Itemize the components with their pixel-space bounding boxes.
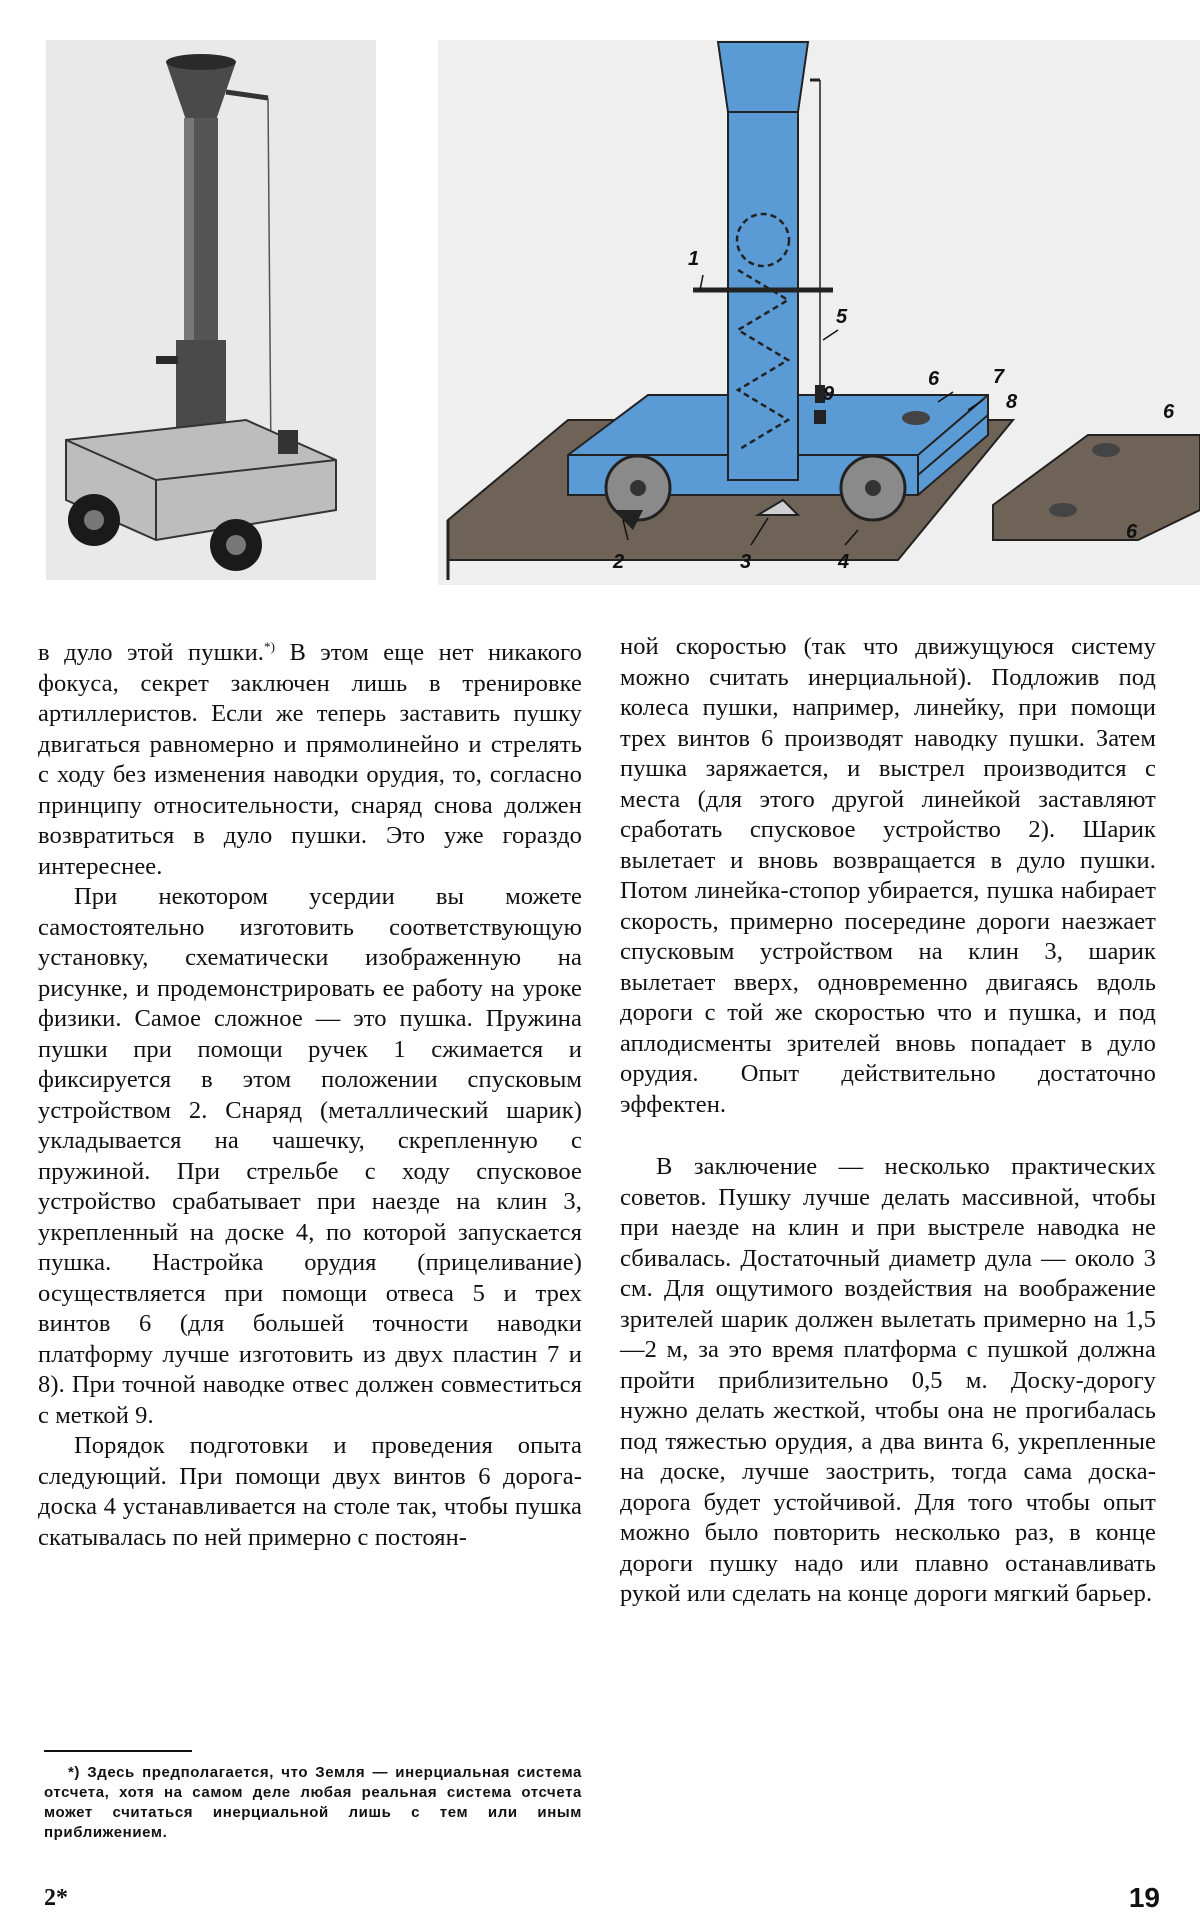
left-paragraph-1 (38, 632, 582, 882)
footnote-marker: *) (264, 639, 276, 654)
label-3: 3 (740, 551, 752, 573)
left-column (38, 632, 582, 1553)
left-paragraph-3: Порядок подготовки и проведения опыта следующий. При помощи двух винтов 6 дорога-доска 4 устанавливается на столе так, чтобы пушка скатывалась по ней примерно с постоян- (38, 1432, 582, 1551)
right-column (620, 632, 1156, 1610)
cannon-diagram-drawing (438, 40, 1200, 585)
cannon-photo (46, 40, 376, 580)
cannon-photo-drawing (46, 40, 376, 580)
label-2: 2 (613, 551, 625, 573)
footnote-rule (44, 1750, 192, 1752)
right-paragraph-1: ной скоростью (так что движущуюся систему можно считать инерциальной). Подложив под колеса пушки, например, линейку, при помощи трех винтов 6 производят наводку пушки. Затем пушка заряжается, и выстрел производится с места (для этого другой линейкой заставляют сработать спусковое устройство 2). Шарик вылетает и вновь возвращается в дуло пушки. Потом линейка-стопор убирается, пушка набирает скорость, примерно посередине дороги наезжает спусковым устройством на клин 3, шарик вылетает вверх, одновременно двигаясь вдоль дороги с той же скоростью что и пушка, и под аплодисменты зрителей вновь попадает в дуло орудия. Опыт действительно достаточно эффектен. (620, 633, 1156, 1118)
page-number: 19 (1128, 1882, 1160, 1913)
left-paragraph-1-start: в дуло этой пушки. (38, 639, 265, 667)
left-paragraph-1-rest: В этом еще нет никакого фокуса, секрет заключен лишь в тренировке артиллеристов. Если же теперь заставить пушку двигаться равномерно и прямолинейно и стрелять с ходу без изменения наводки орудия, то, согласно принципу относительности, снаряд снова должен возвратиться в дуло пушки. Это уже гораздо интереснее. (38, 639, 582, 880)
signature-mark: 2* (44, 1885, 68, 1911)
label-7: 7 (993, 366, 1005, 388)
left-paragraph-2: При некотором усердии вы можете самостоятельно изготовить соответствующую установку, схематически изображенную на рисунке, и продемонстрировать ее работу на уроке физики. Самое сложное — это пушка. Пружина пушки при помощи ручек 1 сжимается и фиксируется в этом положении спусковым устройством 2. Снаряд (металлический шарик) укладывается на чашечку, скрепленную с пружиной. При стрельбе с ходу спусковое устройство срабатывает при наезде на клин 3, укрепленный на доске 4, по которой запускается пушка. Настройка орудия (прицеливание) осуществляется при помощи отвеса 5 и трех винтов 6 (для большей точности наводки платформу лучше изготовить из двух пластин 7 и 8). При точной наводке отвес должен совместиться с меткой 9. (38, 883, 582, 1429)
label-6-board-bottom: 6 (1126, 521, 1138, 543)
label-4: 4 (838, 551, 850, 573)
label-1: 1 (688, 248, 700, 270)
label-9: 9 (823, 383, 835, 405)
label-8: 8 (1006, 391, 1018, 413)
footnote: *) Здесь предполагается, что Земля — инерциальная система отсчета, хотя на самом деле любая реальная система отсчета может считаться инерциальной лишь с тем или иным приближением. (44, 1764, 582, 1841)
right-paragraph-2: В заключение — несколько практических советов. Пушку лучше делать массивной, чтобы при наезде на клин и при выстреле наводка не сбивалась. Достаточный диаметр дула — около 3 см. Для ощутимого воздействия на воображение зрителей шарик должен вылетать примерно на 1,5—2 м, за это время платформа с пушкой должна пройти приблизительно 0,5 м. Доску-дорогу нужно делать жесткой, чтобы она не прогибалась под тяжестью орудия, а два винта 6, укрепленные на доске, лучше заострить, тогда сама доска-дорога будет устойчивой. Для того чтобы опыт можно было повторить несколько раз, в конце дороги пушку надо или плавно останавливать рукой или сделать на конце дороги мягкий барьер. (620, 1153, 1156, 1607)
label-5: 5 (836, 306, 848, 328)
cannon-diagram (438, 40, 1200, 585)
label-6-platform: 6 (928, 368, 940, 390)
label-6-board-top: 6 (1163, 401, 1175, 423)
